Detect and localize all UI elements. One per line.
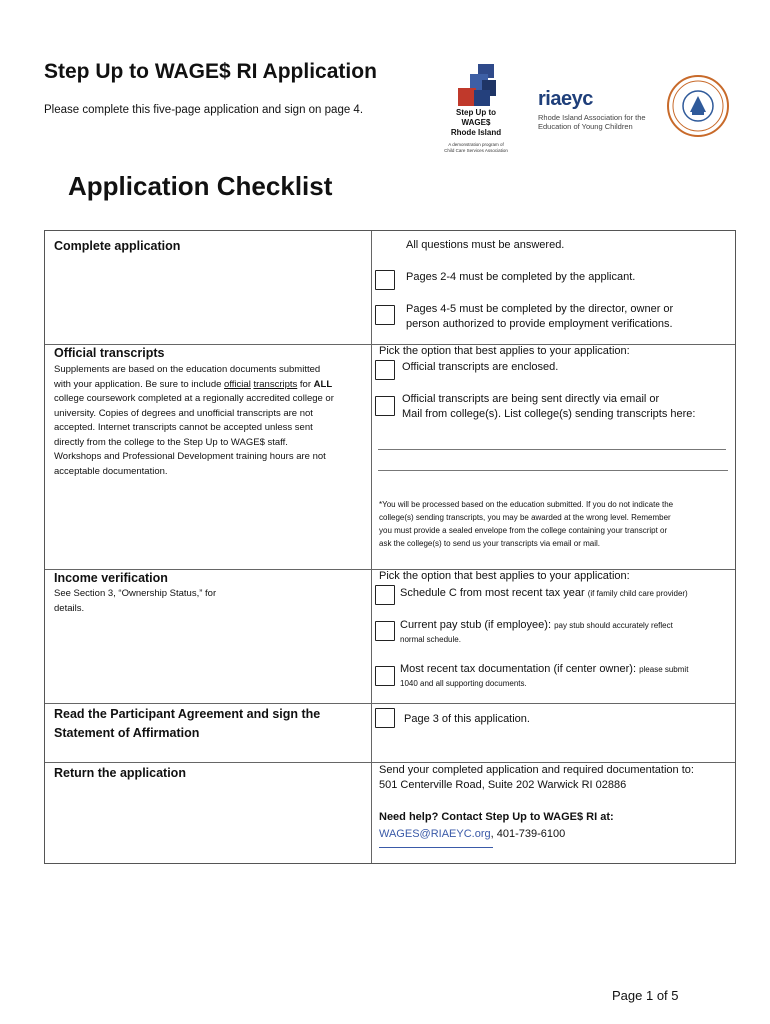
transcripts-desc-line-8: acceptable documentation.: [54, 465, 168, 477]
page-subtitle: Please complete this five-page application and sign on page 4.: [44, 104, 364, 116]
income-option-3-line-1: [400, 662, 688, 677]
contact-line: [379, 827, 565, 842]
riaeyc-logo: [538, 88, 648, 138]
checkbox-transcripts-enclosed[interactable]: [375, 360, 395, 380]
transcripts-option-2: [402, 392, 695, 422]
checkbox-pages-4-5[interactable]: [375, 305, 395, 325]
ri-dhs-seal-icon: [666, 74, 730, 138]
transcripts-desc-line-7: Workshops and Professional Development training hours are not: [54, 451, 326, 462]
transcripts-note: [379, 498, 731, 550]
checkbox-tax-documentation[interactable]: [375, 666, 395, 686]
transcripts-desc-line-1: Supplements are based on the education documents submitted: [54, 364, 321, 375]
row-heading-income: Income verification: [54, 571, 168, 585]
row-divider: [45, 703, 735, 704]
transcripts-note-line-3: you must provide a sealed envelope from the college containing your transcript or: [379, 526, 668, 535]
row-heading-transcripts: Official transcripts: [54, 346, 165, 360]
help-heading: Need help? Contact Step Up to WAGE$ RI at:: [379, 811, 614, 823]
income-option-2: [400, 618, 673, 646]
desc-text: for: [297, 378, 314, 390]
checkbox-schedule-c[interactable]: [375, 585, 395, 605]
return-send-line-1: Send your completed application and required documentation to:: [379, 764, 694, 776]
income-option-3-main: Most recent tax documentation (if center owner):: [400, 663, 640, 675]
income-option-1-main: Schedule C from most recent tax year: [400, 587, 588, 599]
income-option-1: [400, 586, 688, 601]
income-desc-line-1: See Section 3, “Ownership Status,” for: [54, 588, 217, 599]
row-heading-agreement: [54, 705, 320, 743]
college-entry-line-2[interactable]: [378, 470, 728, 471]
email-link[interactable]: WAGES@RIAEYC.org: [379, 828, 491, 840]
riaeyc-wordmark: riaeyc: [538, 88, 593, 110]
complete-option-2: [406, 302, 673, 332]
transcripts-option-2-line-1: Official transcripts are being sent directly via email or: [402, 393, 660, 405]
desc-text: with your application. Be sure to include: [54, 378, 225, 390]
income-option-3-note: please submit: [639, 665, 689, 674]
transcripts-note-line-1: *You will be processed based on the education submitted. If you do not indicate the: [379, 500, 674, 509]
return-send-info: [379, 763, 694, 793]
desc-official-underlined: official: [224, 378, 251, 390]
complete-option-1: Pages 2-4 must be completed by the applicant.: [406, 271, 636, 283]
checklist-table: [44, 230, 736, 864]
income-option-3-line-2: 1040 and all supporting documents.: [400, 679, 527, 688]
income-option-1-note: (if family child care provider): [587, 589, 688, 598]
income-desc-line-2: details.: [54, 602, 85, 614]
complete-option-2-line-1: Pages 4-5 must be completed by the director, owner or: [406, 303, 674, 315]
income-option-2-line-2: normal schedule.: [400, 635, 461, 644]
desc-all-bold: ALL: [313, 378, 333, 390]
transcripts-note-line-4: ask the college(s) to send us your transcripts via email or mail.: [379, 539, 600, 548]
agreement-option-1: Page 3 of this application.: [404, 713, 530, 725]
return-address: 501 Centerville Road, Suite 202 Warwick RI 02886: [379, 779, 627, 791]
row-heading-complete: Complete application: [54, 239, 181, 253]
page-title: Step Up to WAGE$ RI Application: [44, 60, 377, 83]
income-option-2-note: pay stub should accurately reflect: [554, 621, 673, 630]
transcripts-desc-line-3: college coursework completed at a regionally accredited college or: [54, 393, 334, 404]
transcripts-pick-label: Pick the option that best applies to your application:: [379, 345, 630, 357]
transcripts-desc-line-2: [54, 378, 366, 393]
checkbox-page-3[interactable]: [375, 708, 395, 728]
stepup-cubes-icon: [454, 62, 500, 108]
income-description: [54, 587, 216, 616]
complete-note: All questions must be answered.: [406, 239, 565, 251]
transcripts-option-1: Official transcripts are enclosed.: [402, 361, 559, 373]
stepup-logo: [432, 62, 520, 156]
email-link-underline: [379, 847, 493, 848]
riaeyc-sub-2: Education of Young Children: [538, 122, 633, 131]
column-divider: [371, 231, 372, 863]
checkbox-pages-2-4[interactable]: [375, 270, 395, 290]
college-entry-line-1[interactable]: [378, 449, 726, 450]
transcripts-note-line-2: college(s) sending transcripts, you may be awarded at the wrong level. Remember: [379, 513, 671, 522]
transcripts-desc-line-5: accepted. Internet transcripts cannot be accepted unless sent: [54, 422, 313, 433]
transcripts-desc-line-4: university. Copies of degrees and unofficial transcripts are not: [54, 407, 313, 419]
phone-number: , 401-739-6100: [490, 828, 566, 840]
stepup-tagline-2: Child Care Services Association: [444, 147, 508, 153]
income-option-2-line-1: [400, 618, 673, 633]
income-option-2-main: Current pay stub (if employee):: [400, 619, 555, 631]
riaeyc-sub-1: Rhode Island Association for the: [538, 113, 646, 122]
agreement-heading-line-1: Read the Participant Agreement and sign the: [54, 707, 321, 721]
page-number: Page 1 of 5: [612, 988, 679, 1003]
checkbox-pay-stub[interactable]: [375, 621, 395, 641]
checklist-heading: Application Checklist: [68, 171, 333, 201]
agreement-heading-line-2: Statement of Affirmation: [54, 726, 200, 740]
transcripts-desc-line-6: directly from the college to the Step Up to WAGE$ staff.: [54, 436, 288, 448]
complete-option-2-line-2: person authorized to provide employment verifications.: [406, 318, 673, 330]
stepup-name-1: Step Up to: [456, 108, 496, 117]
checkbox-transcripts-sent[interactable]: [375, 396, 395, 416]
stepup-name-2: WAGE$: [461, 118, 491, 127]
transcripts-option-2-line-2: Mail from college(s). List college(s) sending transcripts here:: [402, 408, 696, 420]
transcripts-description: [54, 363, 366, 479]
row-heading-return: Return the application: [54, 766, 186, 780]
stepup-name-3: Rhode Island: [450, 128, 502, 137]
desc-transcripts-underlined: transcripts: [253, 378, 298, 390]
income-pick-label: Pick the option that best applies to your application:: [379, 570, 630, 582]
stepup-tagline-1: A demonstration program of: [448, 142, 504, 147]
income-option-3: [400, 662, 688, 690]
